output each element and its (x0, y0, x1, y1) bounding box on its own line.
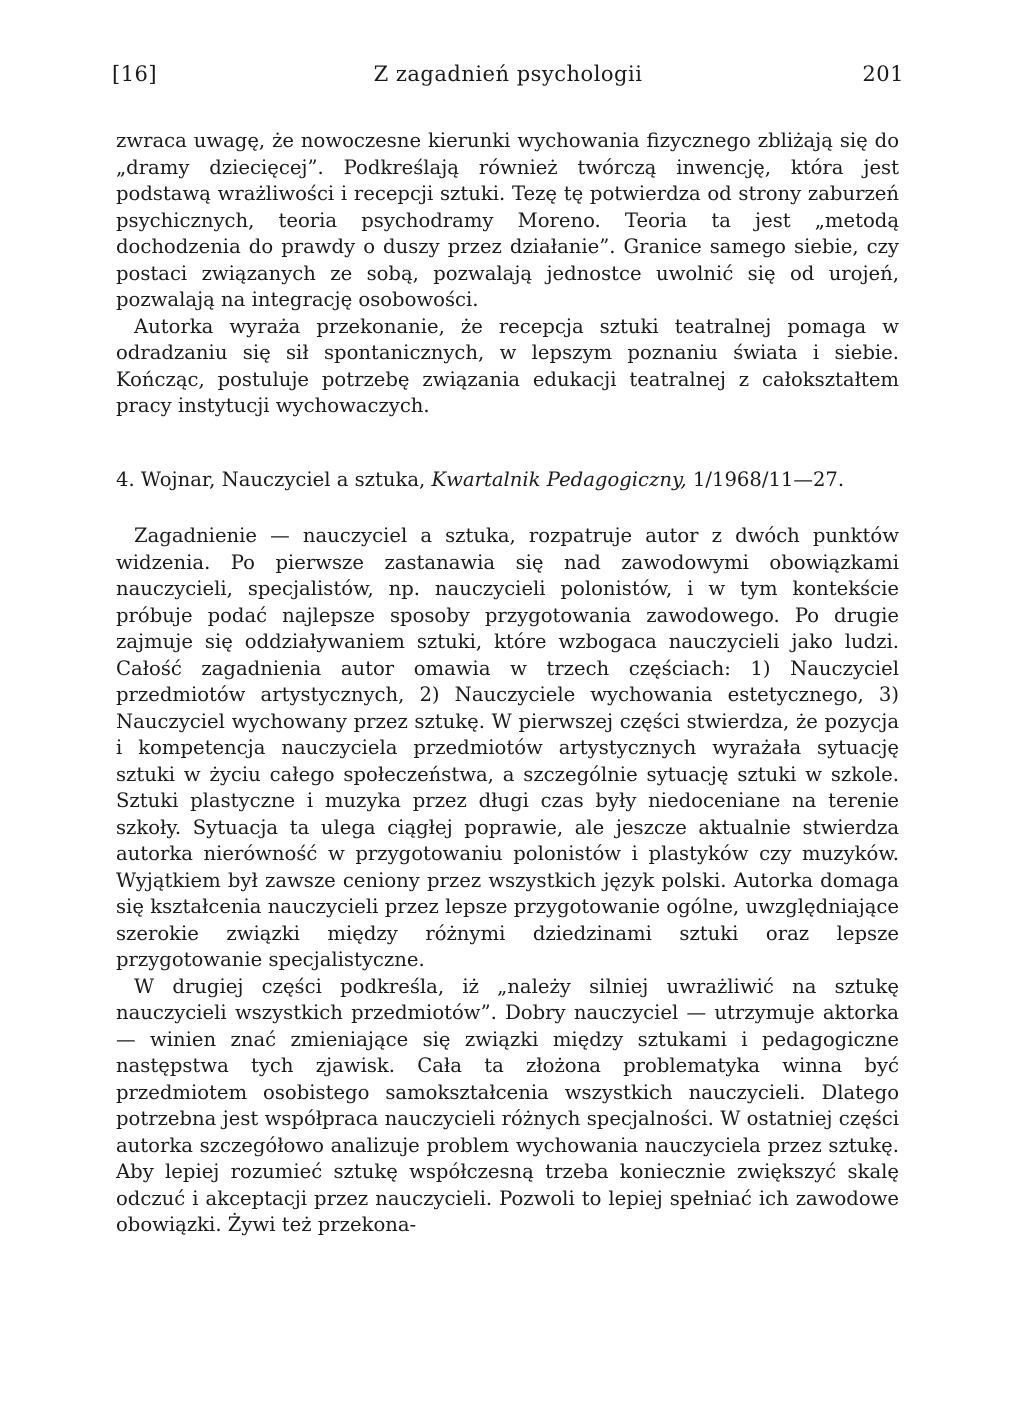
reference-suffix: 1/1968/11—27. (692, 467, 845, 491)
paragraph: W drugiej części podkreśla, iż „należy silniej uwrażliwić na sztukę nauczycieli wszystkich przedmiotów”. Dobry nauczyciel — utrzymuje aktorka — winien znać zmieniające się związki między sztukami i pedagogiczne następstwa tych zjawisk. Cała ta złożona problematyka winna być przedmiotem osobistego samokształcenia wszystkich nauczycieli. Dlatego potrzebna jest współpraca nauczycieli różnych specjalności. W ostatniej części autorka szczegółowo analizuje problem wychowania nauczyciela przez sztukę. Aby lepiej rozumieć sztukę współczesną trzeba koniecznie zwiększyć skalę odczuć i akceptacji przez nauczycieli. Pozwoli to lepiej spełniać ich zawodowe obowiązki. Żywi też przekona- (116, 974, 899, 1236)
section-number: [16] (112, 62, 158, 86)
running-header (112, 62, 904, 92)
paragraph: Autorka wyraża przekonanie, że recepcja sztuki teatralnej pomaga w odradzaniu się sił spontanicznych, w lepszym poznaniu świata i siebie. Kończąc, postuluje potrzebę związania edukacji teatralnej z całokształtem pracy instytucji wychowaczych. (116, 314, 899, 417)
page-number: 201 (862, 62, 904, 86)
running-title: Z zagadnień psychologii (373, 62, 643, 86)
bibliographic-reference (116, 467, 899, 494)
reference-prefix: 4. Wojnar, Nauczyciel a sztuka, (116, 467, 426, 491)
reference-journal: Kwartalnik Pedagogiczny, (431, 467, 687, 491)
paragraph: zwraca uwagę, że nowoczesne kierunki wychowania fizycznego zbliżają się do „dramy dziecięcej”. Podkreślają również twórczą inwencję, która jest podstawą wrażliwości i recepcji sztuki. Tezę tę potwierdza od strony zaburzeń psychicznych, teoria psychodramy Moreno. Teoria ta jest „metodą dochodzenia do prawdy o duszy przez działanie”. Granice samego siebie, czy postaci związanych ze sobą, pozwalają jednostce uwolnić się od urojeń, pozwalają na integrację osobowości. (116, 129, 899, 311)
body-text (116, 128, 899, 1239)
paragraph: Zagadnienie — nauczyciel a sztuka, rozpatruje autor z dwóch punktów widzenia. Po pierwsze zastanawia się nad zawodowymi obowiązkami nauczycieli, specjalistów, np. nauczycieli polonistów, i w tym kontekście próbuje podać najlepsze sposoby przygotowania zawodowego. Po drugie zajmuje się oddziaływaniem sztuki, które wzbogaca nauczycieli jako ludzi. Całość zagadnienia autor omawia w trzech częściach: 1) Nauczyciel przedmiotów artystycznych, 2) Nauczyciele wychowania estetycznego, 3) Nauczyciel wychowany przez sztukę. W pierwszej części stwierdza, że pozycja i kompetencja nauczyciela przedmiotów artystycznych wyrażała sytuację sztuki w życiu całego społeczeństwa, a szczególnie sytuację sztuki w szkole. Sztuki plastyczne i muzyka przez długi czas były niedoceniane na terenie szkoły. Sytuacja ta ulega ciągłej poprawie, ale jeszcze aktualnie stwierdza autorka nierówność w przygotowaniu polonistów i plastyków czy muzyków. Wyjątkiem był zawsze ceniony przez wszystkich język polski. Autorka domaga się kształcenia nauczycieli przez lepsze przygotowanie ogólne, uwzględniające szerokie związki między różnymi dziedzinami sztuki oraz lepsze przygotowanie specjalistyczne. (116, 524, 899, 971)
